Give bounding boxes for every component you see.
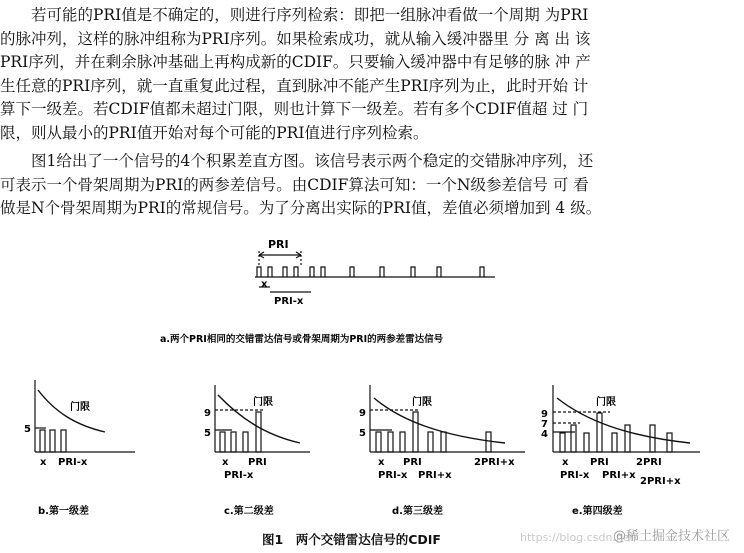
x-label: PRI+x [602, 470, 636, 481]
figure-title: 图1 两个交错雷达信号的CDIF [262, 532, 441, 547]
x-label: x [40, 457, 47, 468]
x-label: x [222, 457, 229, 468]
paragraph-line: 的脉冲列，这样的脉冲组称为PRI序列。如果检索成功，就从输入缓冲器里 分 离 出 该 [0, 29, 591, 48]
caption-a: a.两个PRI相同的交错雷达信号或骨架周期为PRI的两参差雷达信号 [160, 334, 444, 345]
histogram-e [553, 385, 700, 452]
paragraph-line: 生任意的PRI序列，就一直重复此过程，直到脉冲不能产生PRI序列为止，此时开始 计 [0, 76, 589, 95]
paragraph-line: 可表示一个骨架周期为PRI的两参差信号。由CDIF算法可知：一个N级参差信号 可 看 [0, 175, 589, 194]
paragraph-line: 限，则从最小的PRI值开始对每个可能的PRI值进行序列检索。 [0, 123, 429, 142]
histogram-c [215, 385, 310, 452]
caption-b: b.第一级差 [38, 506, 89, 517]
threshold-curve [374, 398, 505, 443]
x-label: PRI-x [58, 457, 88, 468]
y-tick: 9 [541, 409, 548, 420]
y-tick: 5 [359, 428, 366, 439]
threshold-label: 门限 [412, 397, 432, 408]
threshold-label: 门限 [70, 402, 90, 413]
x-label: PRI-x [224, 470, 254, 481]
x-label: 2PRI [636, 457, 662, 468]
pulse-train-diagram [255, 251, 495, 292]
y-tick: 9 [359, 408, 366, 419]
x-label: 2PRI+x [474, 457, 515, 468]
caption-d: d.第三级差 [392, 506, 443, 517]
caption-e: e.第四级差 [572, 506, 623, 517]
paragraph-line: 算下一级差。若CDIF值都未超过门限，则也计算下一级差。若有多个CDIF值超 过 门 [0, 100, 589, 119]
pri-label: PRI [268, 238, 289, 251]
watermark-blog-url: https://blog.csdn.net/ [520, 531, 638, 544]
threshold-label: 门限 [253, 397, 273, 408]
y-tick: 9 [204, 408, 211, 419]
y-tick: 5 [24, 424, 31, 435]
pri-minus-x-label: PRI-x [274, 296, 304, 307]
paragraph-line: 做是N个骨架周期为PRI的常规信号。为了分离出实际的PRI值，差值必须增加到 4 级。 [0, 199, 602, 218]
histogram-b [35, 380, 135, 452]
threshold-curve [557, 398, 690, 443]
x-label: x [378, 457, 385, 468]
x-label: PRI [248, 457, 267, 468]
x-label: x [261, 279, 268, 290]
threshold-label: 门限 [596, 397, 616, 408]
y-tick: 5 [204, 428, 211, 439]
pulse-group [257, 267, 484, 277]
paragraph-line: 图1给出了一个信号的4个积累差直方图。该信号表示两个稳定的交错脉冲序列，还 [0, 152, 594, 170]
x-label: x [562, 457, 569, 468]
watermark: @稀土掘金技术社区 [612, 529, 730, 544]
y-tick: 4 [541, 429, 548, 440]
x-label: PRI-x [378, 470, 408, 481]
x-label: PRI+x [418, 470, 452, 481]
paragraph-line: 若可能的PRI值是不确定的，则进行序列检索：即把一组脉冲看做一个周期 为PRI [0, 6, 589, 24]
paragraph-line: PRI序列，并在剩余脉冲基础上再构成新的CDIF。只要输入缓冲器中有足够的脉 冲 产 [0, 53, 591, 72]
caption-c: c.第二级差 [224, 506, 274, 517]
x-label: 2PRI+x [640, 476, 681, 487]
histogram-d [370, 385, 525, 452]
x-label: PRI [590, 457, 609, 468]
x-label: PRI-x [560, 470, 590, 481]
x-label: PRI [403, 457, 422, 468]
y-tick: 7 [541, 419, 548, 430]
